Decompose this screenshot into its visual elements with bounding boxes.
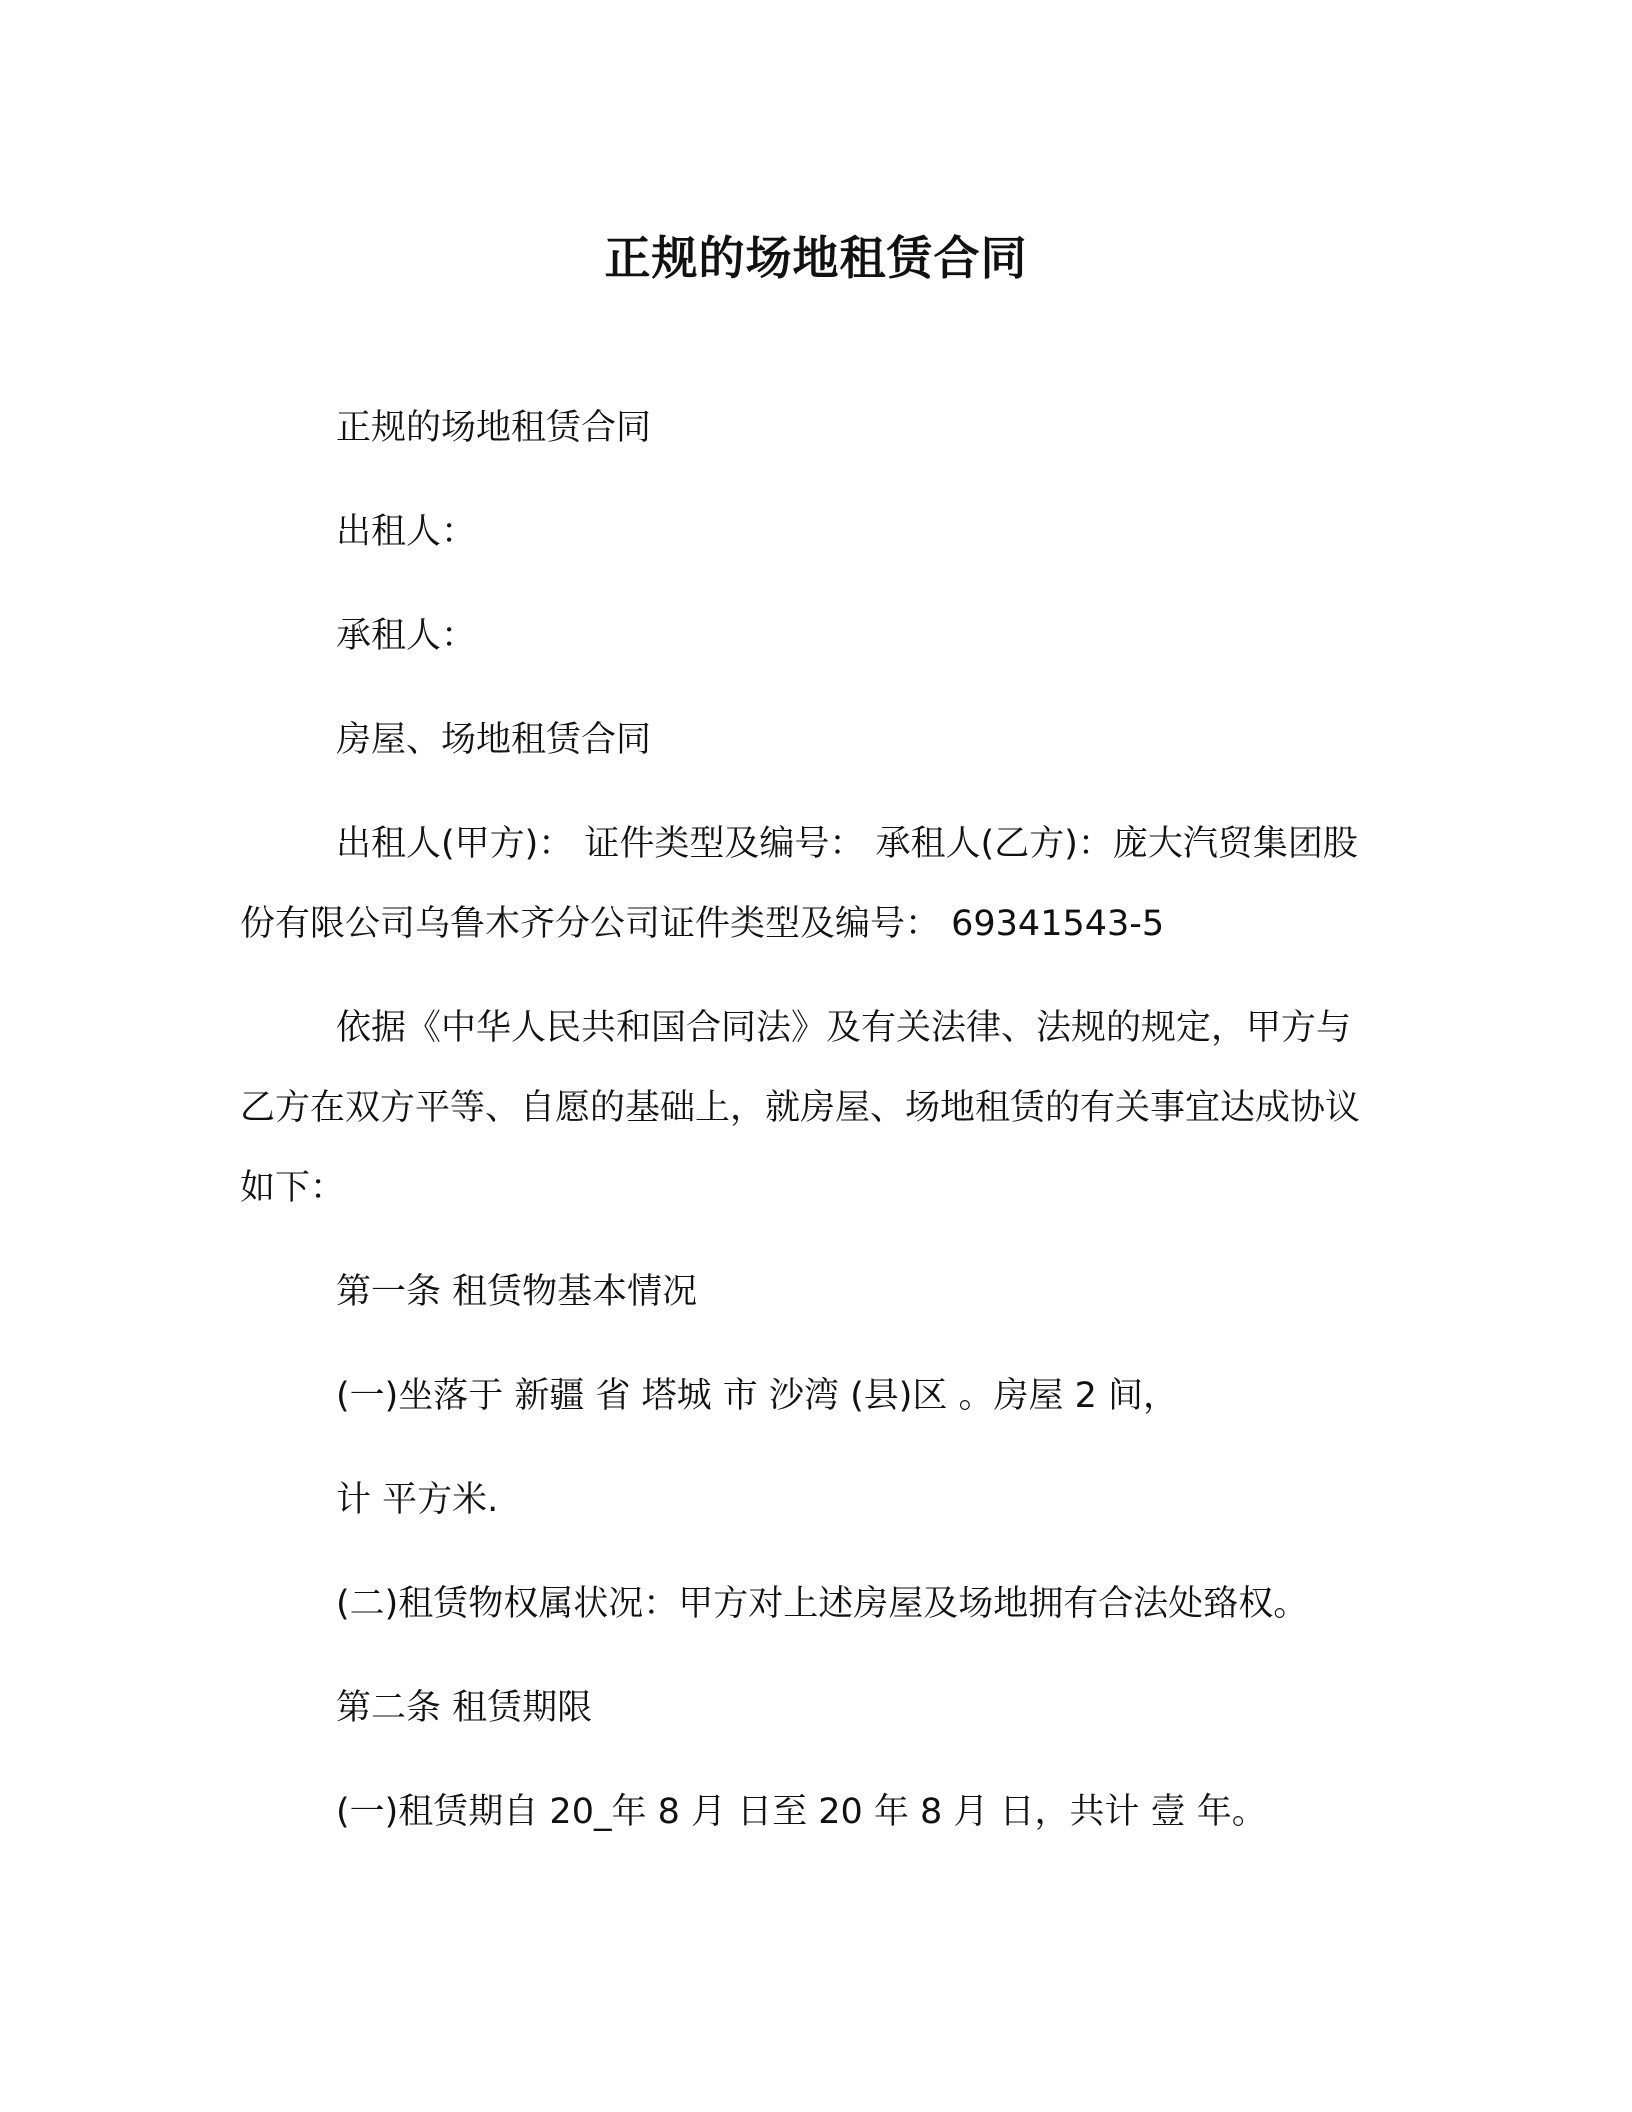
paragraph-lessor: 出租人： [336, 512, 477, 552]
paragraph-lessee: 承租人： [336, 616, 477, 656]
document-title: 正规的场地租赁合同 [604, 231, 1028, 285]
paragraph-parties: 出租人(甲方)： 证件类型及编号： 承租人(乙方)：庞大汽贸集团股份有限公司乌鲁木齐分公司证件类型及编号： 69341543-5 [240, 824, 1358, 944]
paragraph-preamble: 依据《中华人民共和国合同法》及有关法律、法规的规定，甲方与乙方在双方平等、自愿的基础上，就房屋、场地租赁的有关事宜达成协议如下： [240, 1008, 1361, 1208]
paragraph-article-2-item-1: (一)租赁期自 20_年 8 月 日至 20 年 8 月 日，共计 壹 年。 [336, 1792, 1267, 1832]
paragraph-article-1-item-2: (二)租赁物权属状况：甲方对上述房屋及场地拥有合法处臵权。 [336, 1584, 1309, 1624]
paragraph-article-1-heading: 第一条 租赁物基本情况 [336, 1272, 698, 1312]
paragraph-article-1-item-1: (一)坐落于 新疆 省 塔城 市 沙湾 (县)区 。房屋 2 间， [336, 1376, 1179, 1416]
document-body [240, 388, 1380, 1876]
paragraph-contract-heading: 房屋、场地租赁合同 [336, 720, 652, 760]
paragraph-subtitle: 正规的场地租赁合同 [336, 408, 652, 448]
paragraph-article-2-heading: 第二条 租赁期限 [336, 1688, 593, 1728]
paragraph-article-1-area: 计 平方米. [336, 1480, 499, 1520]
